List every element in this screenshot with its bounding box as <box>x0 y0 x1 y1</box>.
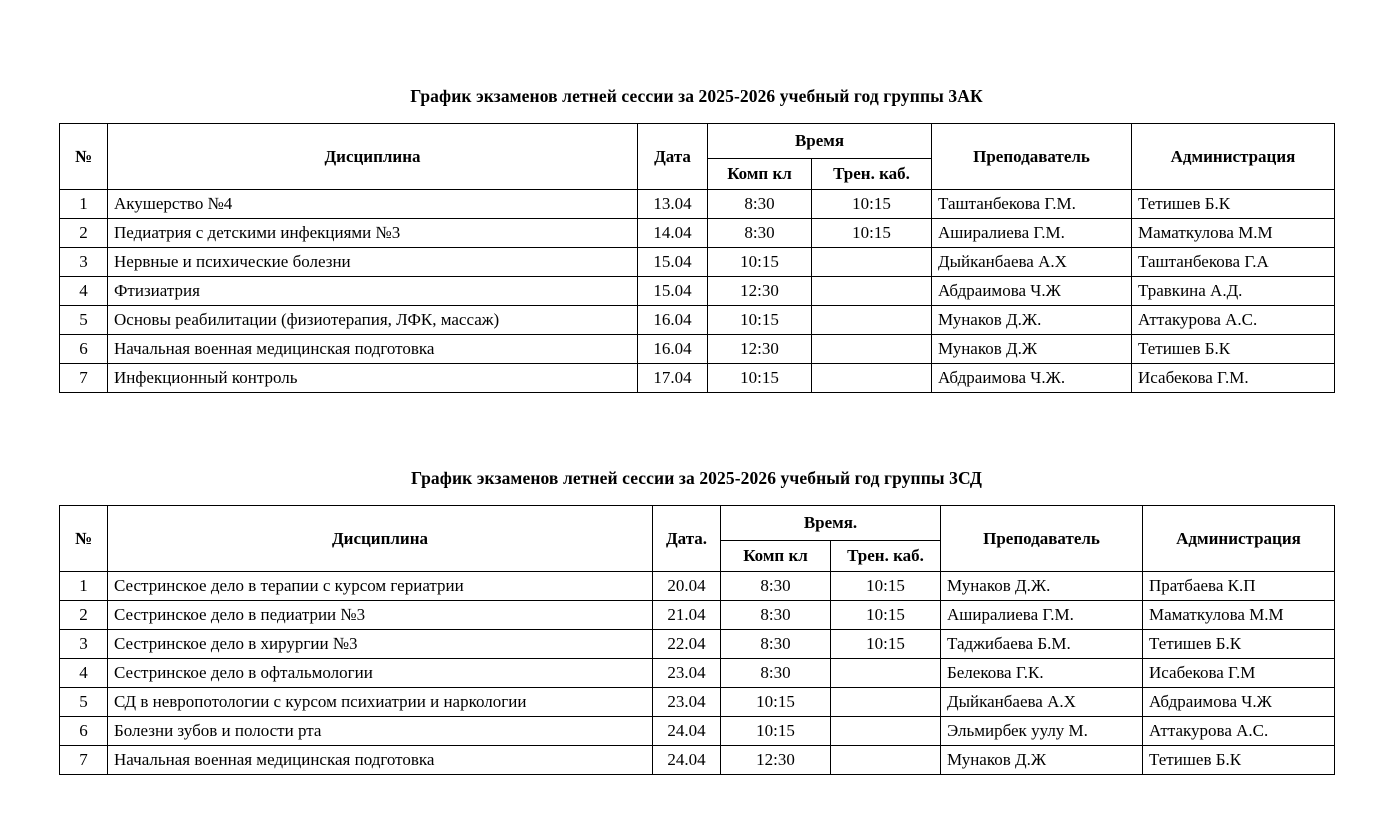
table-row <box>60 364 1335 393</box>
table-header-row <box>60 124 1335 159</box>
cell-number: 7 <box>60 746 108 775</box>
cell-time-computer-class: 12:30 <box>708 277 812 306</box>
cell-number: 7 <box>60 364 108 393</box>
cell-teacher: Аширалиева Г.М. <box>932 219 1132 248</box>
cell-date: 15.04 <box>638 248 708 277</box>
cell-administration: Исабекова Г.М <box>1143 659 1335 688</box>
cell-number: 3 <box>60 248 108 277</box>
cell-number: 5 <box>60 306 108 335</box>
cell-teacher: Эльмирбек уулу М. <box>941 717 1143 746</box>
cell-number: 2 <box>60 601 108 630</box>
column-header-number: № <box>60 124 108 190</box>
cell-time-training-room <box>812 248 932 277</box>
cell-teacher: Мунаков Д.Ж <box>941 746 1143 775</box>
page-title-3sd: График экзаменов летней сессии за 2025-2026 учебный год группы 3СД <box>410 468 983 488</box>
column-header-discipline: Дисциплина <box>108 124 638 190</box>
cell-number: 6 <box>60 335 108 364</box>
cell-time-training-room <box>812 277 932 306</box>
cell-time-training-room <box>812 364 932 393</box>
table-row <box>60 190 1335 219</box>
column-subheader-computer-class: Комп кл <box>721 541 831 572</box>
cell-number: 3 <box>60 630 108 659</box>
cell-time-training-room <box>831 746 941 775</box>
cell-teacher: Таштанбекова Г.М. <box>932 190 1132 219</box>
cell-date: 16.04 <box>638 335 708 364</box>
cell-date: 14.04 <box>638 219 708 248</box>
cell-number: 1 <box>60 190 108 219</box>
table-head <box>60 124 1335 190</box>
table-head <box>60 506 1335 572</box>
cell-discipline: Фтизиатрия <box>108 277 638 306</box>
cell-time-computer-class: 8:30 <box>721 630 831 659</box>
cell-time-computer-class: 8:30 <box>708 190 812 219</box>
cell-time-computer-class: 10:15 <box>721 688 831 717</box>
cell-administration: Тетишев Б.К <box>1132 190 1335 219</box>
table-row <box>60 248 1335 277</box>
cell-teacher: Дыйканбаева А.Х <box>941 688 1143 717</box>
column-header-time: Время. <box>721 506 941 541</box>
cell-date: 24.04 <box>653 717 721 746</box>
cell-teacher: Таджибаева Б.М. <box>941 630 1143 659</box>
cell-date: 23.04 <box>653 688 721 717</box>
cell-date: 23.04 <box>653 659 721 688</box>
cell-time-computer-class: 10:15 <box>708 364 812 393</box>
column-header-date: Дата <box>638 124 708 190</box>
exam-schedule-table-3ak <box>59 123 1335 393</box>
cell-time-computer-class: 8:30 <box>721 572 831 601</box>
cell-discipline: Основы реабилитации (физиотерапия, ЛФК, массаж) <box>108 306 638 335</box>
cell-administration: Аттакурова А.С. <box>1132 306 1335 335</box>
column-header-administration: Администрация <box>1132 124 1335 190</box>
cell-discipline: Болезни зубов и полости рта <box>108 717 653 746</box>
cell-discipline: Сестринское дело в педиатрии №3 <box>108 601 653 630</box>
table-row <box>60 630 1335 659</box>
table-row <box>60 277 1335 306</box>
cell-time-training-room: 10:15 <box>831 572 941 601</box>
table-row <box>60 717 1335 746</box>
cell-date: 16.04 <box>638 306 708 335</box>
cell-teacher: Дыйканбаева А.Х <box>932 248 1132 277</box>
table-row <box>60 659 1335 688</box>
cell-administration: Тетишев Б.К <box>1143 630 1335 659</box>
cell-time-computer-class: 8:30 <box>721 601 831 630</box>
page-title-3ak: График экзаменов летней сессии за 2025-2026 учебный год группы 3АК <box>410 86 983 106</box>
cell-discipline: Акушерство №4 <box>108 190 638 219</box>
cell-discipline: Начальная военная медицинская подготовка <box>108 335 638 364</box>
cell-time-computer-class: 12:30 <box>708 335 812 364</box>
cell-time-training-room <box>831 659 941 688</box>
cell-time-training-room <box>812 335 932 364</box>
column-header-time: Время <box>708 124 932 159</box>
cell-number: 4 <box>60 659 108 688</box>
cell-administration: Травкина А.Д. <box>1132 277 1335 306</box>
table-row <box>60 219 1335 248</box>
table-row <box>60 335 1335 364</box>
cell-administration: Таштанбекова Г.А <box>1132 248 1335 277</box>
cell-time-training-room <box>831 688 941 717</box>
column-header-date: Дата. <box>653 506 721 572</box>
cell-time-computer-class: 8:30 <box>708 219 812 248</box>
exam-schedule-table-3sd <box>59 505 1335 775</box>
table-header-row <box>60 506 1335 541</box>
cell-discipline: СД в невропотологии с курсом психиатрии и наркологии <box>108 688 653 717</box>
table-row <box>60 746 1335 775</box>
cell-teacher: Мунаков Д.Ж <box>932 335 1132 364</box>
cell-discipline: Сестринское дело в офтальмологии <box>108 659 653 688</box>
cell-number: 5 <box>60 688 108 717</box>
cell-time-training-room: 10:15 <box>831 601 941 630</box>
cell-time-training-room <box>812 306 932 335</box>
table-body <box>60 190 1335 393</box>
cell-time-training-room <box>831 717 941 746</box>
cell-discipline: Начальная военная медицинская подготовка <box>108 746 653 775</box>
cell-date: 21.04 <box>653 601 721 630</box>
cell-date: 20.04 <box>653 572 721 601</box>
cell-discipline: Инфекционный контроль <box>108 364 638 393</box>
column-header-administration: Администрация <box>1143 506 1335 572</box>
cell-administration: Пратбаева К.П <box>1143 572 1335 601</box>
cell-teacher: Мунаков Д.Ж. <box>941 572 1143 601</box>
column-subheader-training-room: Трен. каб. <box>812 159 932 190</box>
cell-administration: Абдраимова Ч.Ж <box>1143 688 1335 717</box>
cell-time-computer-class: 8:30 <box>721 659 831 688</box>
cell-discipline: Педиатрия с детскими инфекциями №3 <box>108 219 638 248</box>
cell-time-training-room: 10:15 <box>831 630 941 659</box>
cell-time-computer-class: 12:30 <box>721 746 831 775</box>
column-header-discipline: Дисциплина <box>108 506 653 572</box>
cell-date: 15.04 <box>638 277 708 306</box>
table-body <box>60 572 1335 775</box>
cell-number: 2 <box>60 219 108 248</box>
cell-time-computer-class: 10:15 <box>708 306 812 335</box>
cell-number: 4 <box>60 277 108 306</box>
schedule-section-3ak <box>59 0 1334 393</box>
cell-discipline: Сестринское дело в хирургии №3 <box>108 630 653 659</box>
cell-date: 13.04 <box>638 190 708 219</box>
cell-administration: Тетишев Б.К <box>1143 746 1335 775</box>
cell-date: 24.04 <box>653 746 721 775</box>
cell-date: 17.04 <box>638 364 708 393</box>
cell-discipline: Сестринское дело в терапии с курсом гериатрии <box>108 572 653 601</box>
column-subheader-training-room: Трен. каб. <box>831 541 941 572</box>
cell-administration: Аттакурова А.С. <box>1143 717 1335 746</box>
column-subheader-computer-class: Комп кл <box>708 159 812 190</box>
table-row <box>60 601 1335 630</box>
column-header-number: № <box>60 506 108 572</box>
cell-date: 22.04 <box>653 630 721 659</box>
cell-administration: Маматкулова М.М <box>1143 601 1335 630</box>
cell-discipline: Нервные и психические болезни <box>108 248 638 277</box>
column-header-teacher: Преподаватель <box>941 506 1143 572</box>
cell-time-training-room: 10:15 <box>812 219 932 248</box>
schedule-section-3sd <box>59 393 1334 775</box>
cell-teacher: Абдраимова Ч.Ж. <box>932 364 1132 393</box>
cell-teacher: Мунаков Д.Ж. <box>932 306 1132 335</box>
table-row <box>60 688 1335 717</box>
cell-time-computer-class: 10:15 <box>721 717 831 746</box>
cell-administration: Тетишев Б.К <box>1132 335 1335 364</box>
table-row <box>60 572 1335 601</box>
column-header-teacher: Преподаватель <box>932 124 1132 190</box>
cell-time-training-room: 10:15 <box>812 190 932 219</box>
cell-administration: Маматкулова М.М <box>1132 219 1335 248</box>
cell-number: 6 <box>60 717 108 746</box>
cell-administration: Исабекова Г.М. <box>1132 364 1335 393</box>
cell-teacher: Аширалиева Г.М. <box>941 601 1143 630</box>
cell-number: 1 <box>60 572 108 601</box>
cell-time-computer-class: 10:15 <box>708 248 812 277</box>
table-row <box>60 306 1335 335</box>
cell-teacher: Абдраимова Ч.Ж <box>932 277 1132 306</box>
cell-teacher: Белекова Г.К. <box>941 659 1143 688</box>
